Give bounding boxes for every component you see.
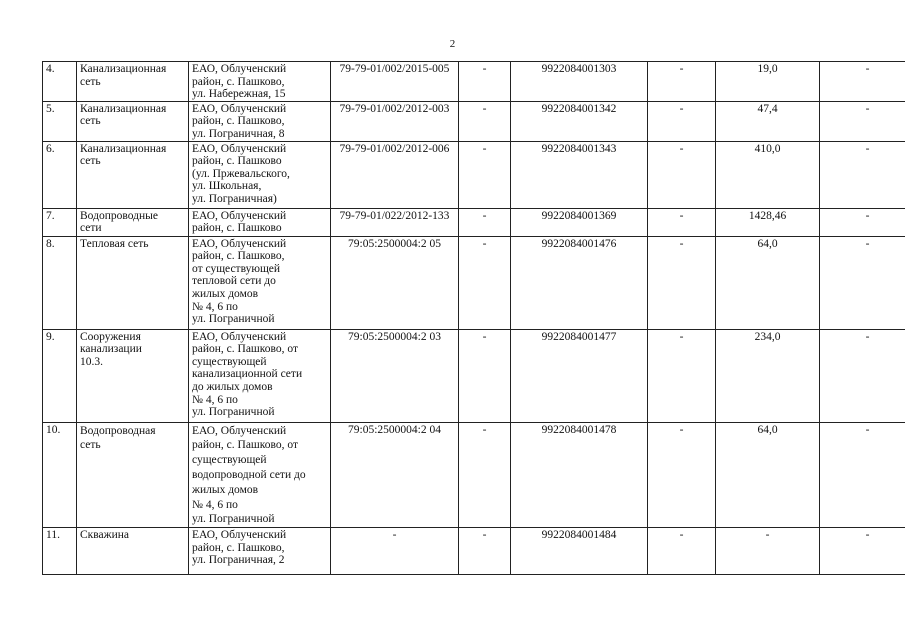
object-name-cell bbox=[77, 528, 189, 575]
area-cell: 1428,46 bbox=[716, 208, 820, 236]
table-row bbox=[43, 329, 905, 422]
address-cell-line: ЕАО, Облученский bbox=[192, 424, 287, 437]
column-9-cell: - bbox=[820, 236, 905, 329]
object-name-cell bbox=[77, 101, 189, 141]
address-cell-line: от существующей bbox=[192, 262, 281, 275]
address-cell-line: ЕАО, Облученский bbox=[192, 142, 287, 155]
object-name-cell-line: сеть bbox=[80, 155, 101, 168]
address-cell bbox=[189, 101, 331, 141]
table-body bbox=[43, 62, 905, 575]
area-cell: 64,0 bbox=[716, 422, 820, 528]
row-number-cell: 6. bbox=[43, 141, 77, 208]
column-5-cell: - bbox=[459, 208, 511, 236]
column-5-cell: - bbox=[459, 329, 511, 422]
object-name-cell-line: Канализационная bbox=[80, 102, 167, 115]
column-5-cell: - bbox=[459, 236, 511, 329]
registry-number-cell: 9922084001369 bbox=[511, 208, 648, 236]
address-cell-line: жилых домов bbox=[192, 287, 259, 300]
cadastral-number-cell: 79-79-01/002/2012-003 bbox=[331, 101, 459, 141]
address-cell-line: ЕАО, Облученский bbox=[192, 330, 287, 343]
address-cell-line: ЕАО, Облученский bbox=[192, 529, 287, 542]
cadastral-number-cell: 79-79-01/002/2015-005 bbox=[331, 62, 459, 102]
object-name-cell bbox=[77, 208, 189, 236]
address-cell bbox=[189, 236, 331, 329]
address-cell-line: район, с. Пашково, от bbox=[192, 439, 299, 452]
address-cell-line: ул. Пограничной bbox=[192, 313, 275, 326]
object-name-cell bbox=[77, 422, 189, 528]
object-name-cell bbox=[77, 141, 189, 208]
object-name-cell bbox=[77, 329, 189, 422]
column-7-cell: - bbox=[648, 422, 716, 528]
address-cell-line: ЕАО, Облученский bbox=[192, 63, 287, 75]
column-7-cell: - bbox=[648, 329, 716, 422]
address-cell-line: ул. Пограничная, 8 bbox=[192, 127, 285, 140]
column-9-cell: - bbox=[820, 528, 905, 575]
table-row bbox=[43, 62, 905, 102]
table-row bbox=[43, 422, 905, 528]
column-9-cell: - bbox=[820, 62, 905, 102]
object-name-cell-line: Скважина bbox=[80, 529, 129, 542]
column-5-cell: - bbox=[459, 62, 511, 102]
column-9-cell: - bbox=[820, 329, 905, 422]
cadastral-number-cell: 79-79-01/002/2012-006 bbox=[331, 141, 459, 208]
address-cell bbox=[189, 422, 331, 528]
address-cell-line: водопроводной сети до bbox=[192, 468, 306, 481]
column-7-cell: - bbox=[648, 208, 716, 236]
address-cell bbox=[189, 528, 331, 575]
registry-number-cell: 9922084001342 bbox=[511, 101, 648, 141]
column-9-cell: - bbox=[820, 208, 905, 236]
address-cell-line: ул. Пограничной bbox=[192, 513, 275, 526]
address-cell-line: район, с. Пашково, от bbox=[192, 343, 299, 356]
address-cell bbox=[189, 329, 331, 422]
object-name-cell-line: сеть bbox=[80, 115, 101, 128]
row-number-cell: 11. bbox=[43, 528, 77, 575]
page-number: 2 bbox=[449, 38, 456, 50]
object-name-cell bbox=[77, 62, 189, 102]
registry-number-cell: 9922084001303 bbox=[511, 62, 648, 102]
row-number-cell: 9. bbox=[43, 329, 77, 422]
address-cell-line: ул. Пограничная) bbox=[192, 192, 277, 205]
address-cell-line: существующей bbox=[192, 355, 267, 368]
column-9-cell: - bbox=[820, 422, 905, 528]
address-cell bbox=[189, 208, 331, 236]
address-cell-line: до жилых домов bbox=[192, 380, 273, 393]
address-cell-line: ул. Пограничной bbox=[192, 406, 275, 419]
cadastral-number-cell: 79:05:2500004:2 05 bbox=[331, 236, 459, 329]
column-9-cell: - bbox=[820, 101, 905, 141]
address-cell-line: район, с. Пашково, bbox=[192, 75, 285, 88]
address-cell-line: жилых домов bbox=[192, 483, 259, 496]
row-number-cell: 5. bbox=[43, 101, 77, 141]
address-cell-line: район, с. Пашково bbox=[192, 222, 282, 235]
registry-number-cell: 9922084001343 bbox=[511, 141, 648, 208]
column-5-cell: - bbox=[459, 528, 511, 575]
cadastral-number-cell: 79-79-01/022/2012-133 bbox=[331, 208, 459, 236]
area-cell: 64,0 bbox=[716, 236, 820, 329]
registry-number-cell: 9922084001484 bbox=[511, 528, 648, 575]
object-name-cell-line: сети bbox=[80, 222, 102, 235]
address-cell-line: канализационной сети bbox=[192, 368, 303, 381]
address-cell-line: ЕАО, Облученский bbox=[192, 102, 287, 115]
row-number-cell: 7. bbox=[43, 208, 77, 236]
area-cell: - bbox=[716, 528, 820, 575]
table-row bbox=[43, 208, 905, 236]
object-name-cell-line: сеть bbox=[80, 438, 101, 451]
address-cell-line: ул. Набережная, 15 bbox=[192, 88, 286, 101]
cadastral-number-cell: 79:05:2500004:2 04 bbox=[331, 422, 459, 528]
row-number-cell: 4. bbox=[43, 62, 77, 102]
address-cell-line: существующей bbox=[192, 454, 267, 467]
column-5-cell: - bbox=[459, 101, 511, 141]
address-cell-line: ул. Школьная, bbox=[192, 180, 262, 193]
table-row bbox=[43, 101, 905, 141]
address-cell-line: № 4, 6 по bbox=[192, 393, 238, 406]
column-7-cell: - bbox=[648, 236, 716, 329]
object-name-cell-line: Тепловая сеть bbox=[80, 237, 149, 250]
column-7-cell: - bbox=[648, 141, 716, 208]
table-row bbox=[43, 141, 905, 208]
column-5-cell: - bbox=[459, 141, 511, 208]
address-cell-line: № 4, 6 по bbox=[192, 300, 238, 313]
column-9-cell: - bbox=[820, 141, 905, 208]
column-7-cell: - bbox=[648, 101, 716, 141]
object-name-cell bbox=[77, 236, 189, 329]
address-cell-line: район, с. Пашково, bbox=[192, 250, 285, 263]
object-name-cell-line: Канализационная bbox=[80, 142, 167, 155]
row-number-cell: 10. bbox=[43, 422, 77, 528]
address-cell-line: тепловой сети до bbox=[192, 275, 276, 288]
cadastral-number-cell: 79:05:2500004:2 03 bbox=[331, 329, 459, 422]
object-name-cell-line: Водопроводные bbox=[80, 209, 158, 222]
object-name-cell-line: сеть bbox=[80, 75, 101, 88]
area-cell: 234,0 bbox=[716, 329, 820, 422]
object-name-cell-line: Водопроводная bbox=[80, 424, 156, 437]
address-cell-line: район, с. Пашково, bbox=[192, 541, 285, 554]
address-cell-line: ЕАО, Облученский bbox=[192, 237, 287, 250]
address-cell bbox=[189, 141, 331, 208]
registry-number-cell: 9922084001477 bbox=[511, 329, 648, 422]
area-cell: 410,0 bbox=[716, 141, 820, 208]
registry-number-cell: 9922084001476 bbox=[511, 236, 648, 329]
address-cell-line: район, с. Пашково bbox=[192, 155, 282, 168]
row-number-cell: 8. bbox=[43, 236, 77, 329]
area-cell: 47,4 bbox=[716, 101, 820, 141]
table-row bbox=[43, 528, 905, 575]
registry-number-cell: 9922084001478 bbox=[511, 422, 648, 528]
address-cell-line: район, с. Пашково, bbox=[192, 115, 285, 128]
column-7-cell: - bbox=[648, 62, 716, 102]
property-registry-table bbox=[42, 61, 905, 575]
table-row bbox=[43, 236, 905, 329]
object-name-cell-line: Канализационная bbox=[80, 63, 167, 75]
column-7-cell: - bbox=[648, 528, 716, 575]
object-name-cell-line: 10.3. bbox=[80, 355, 103, 368]
cadastral-number-cell: - bbox=[331, 528, 459, 575]
address-cell bbox=[189, 62, 331, 102]
object-name-cell-line: канализации bbox=[80, 343, 142, 356]
object-name-cell-line: Сооружения bbox=[80, 330, 141, 343]
column-5-cell: - bbox=[459, 422, 511, 528]
address-cell-line: (ул. Пржевальского, bbox=[192, 167, 290, 180]
address-cell-line: № 4, 6 по bbox=[192, 498, 238, 511]
area-cell: 19,0 bbox=[716, 62, 820, 102]
address-cell-line: ул. Пограничная, 2 bbox=[192, 554, 285, 567]
address-cell-line: ЕАО, Облученский bbox=[192, 209, 287, 222]
